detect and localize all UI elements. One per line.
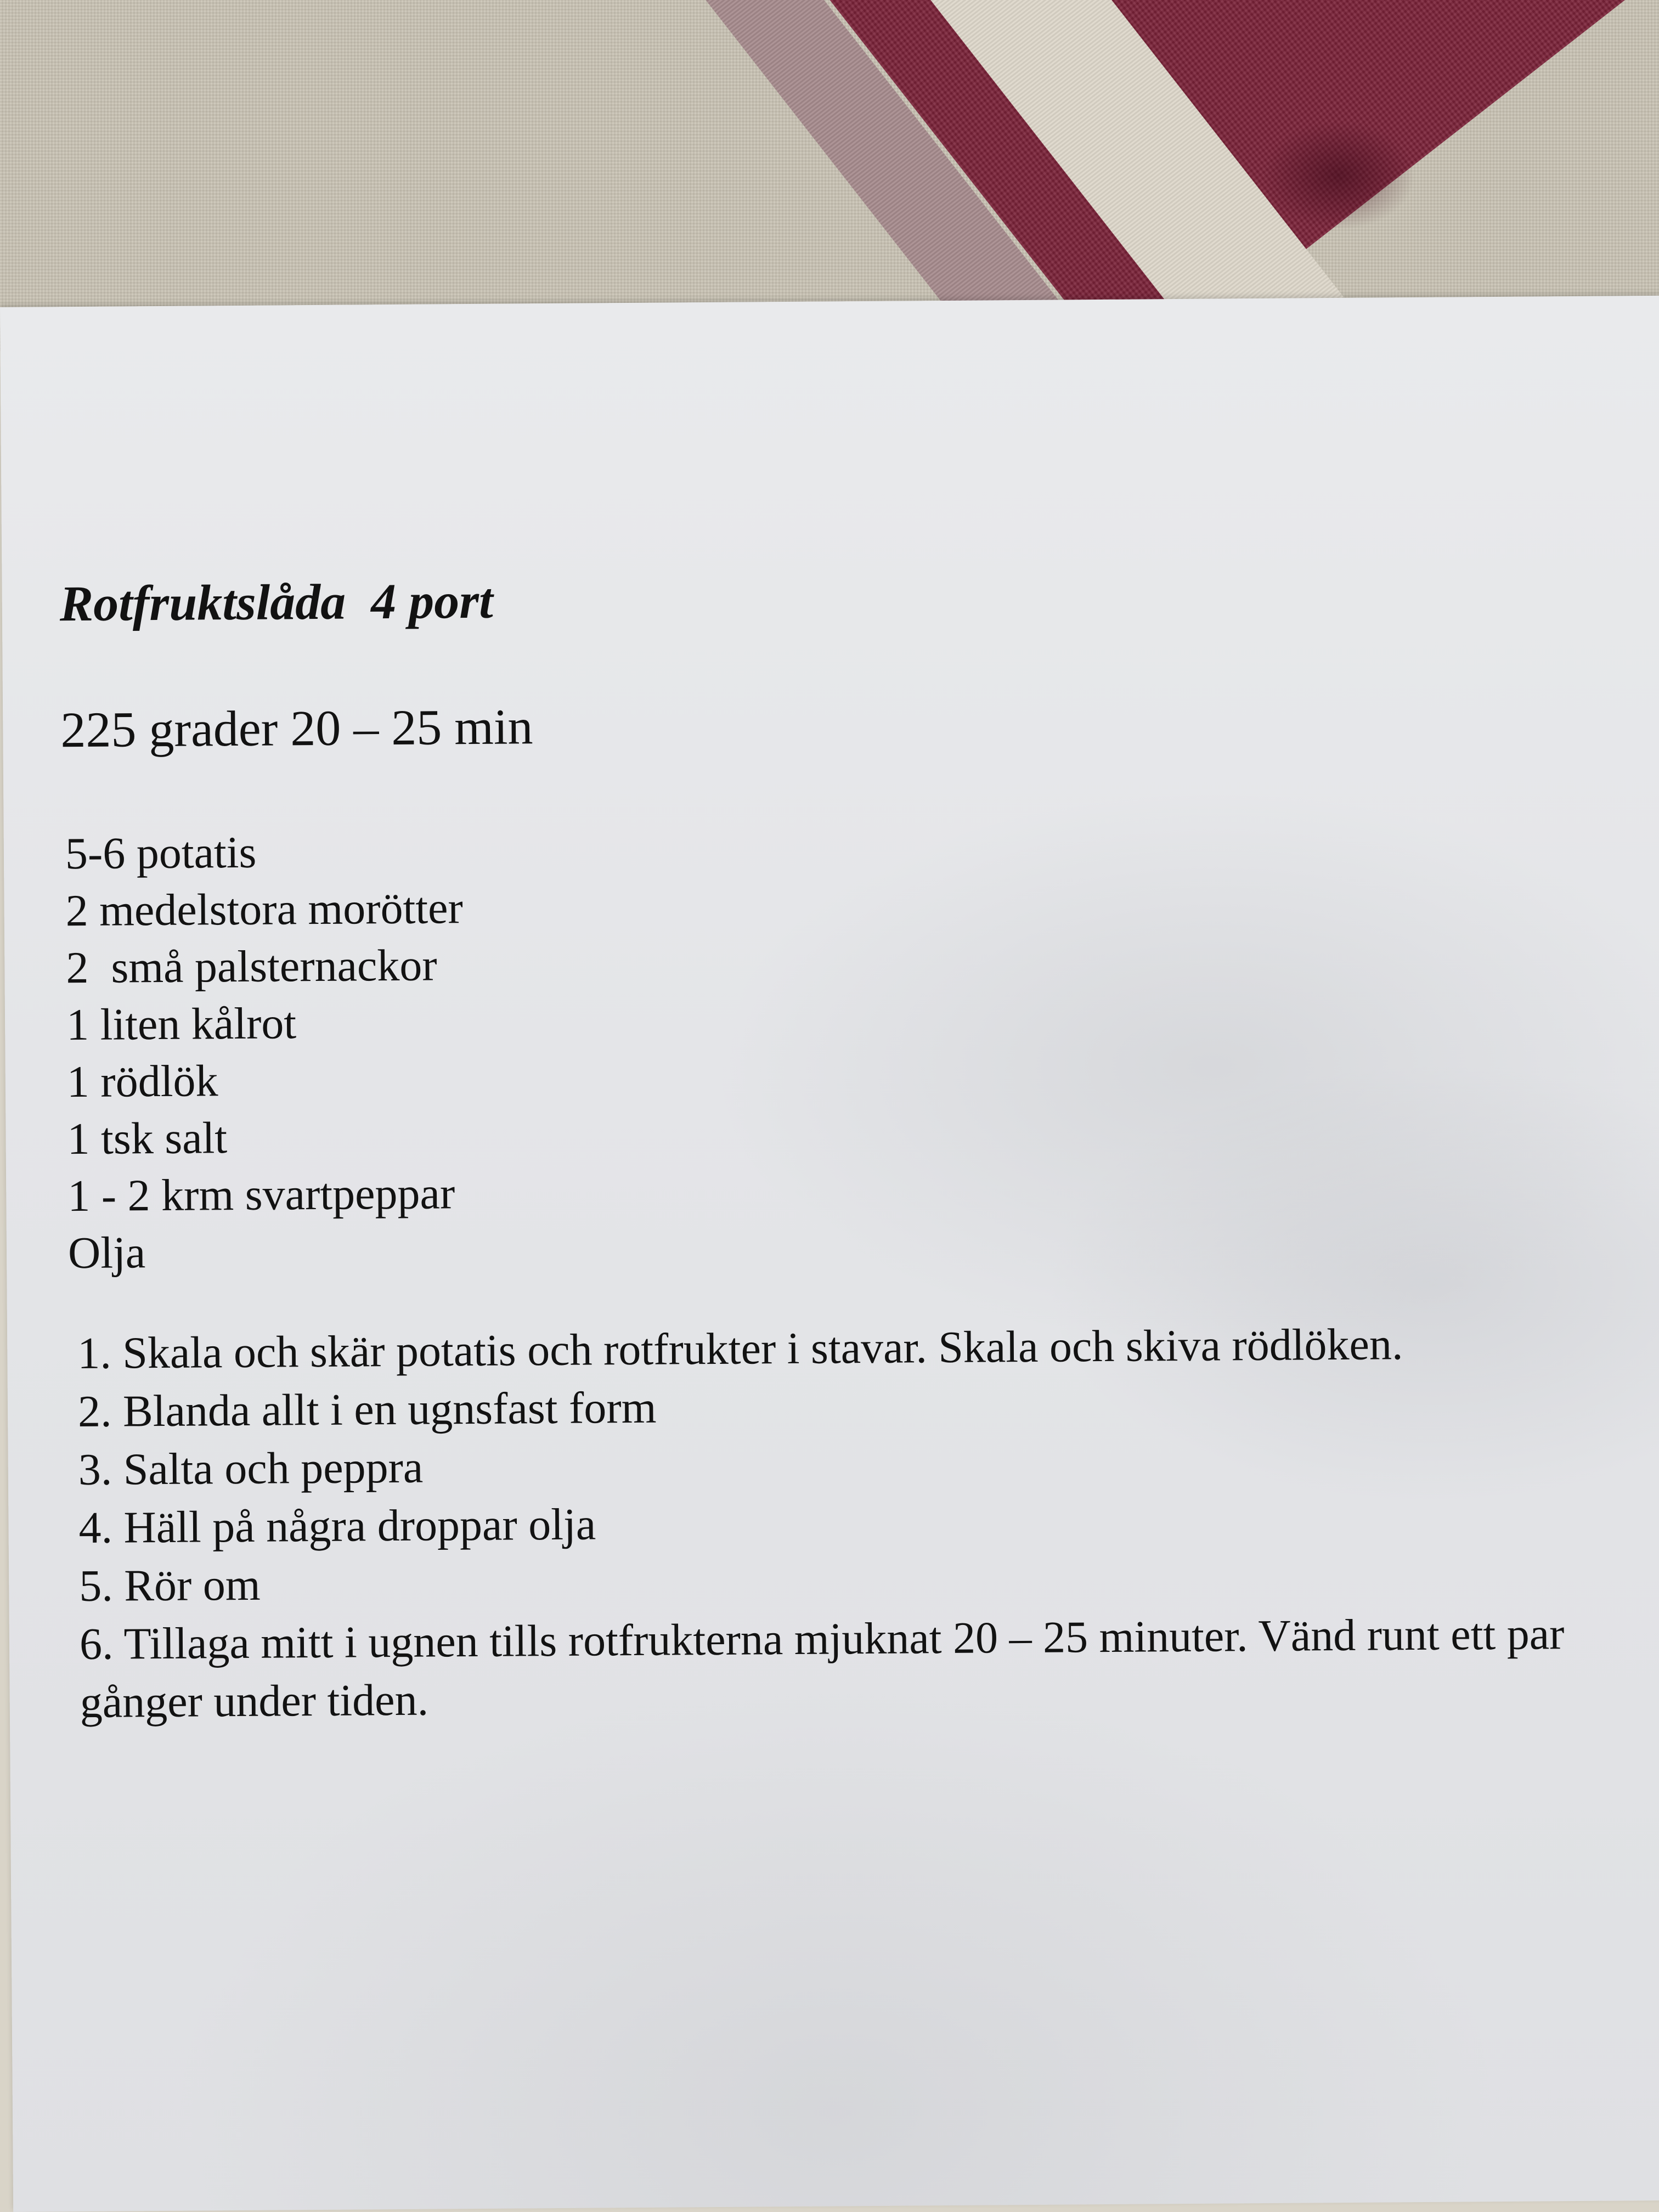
ingredient-list — [65, 822, 466, 1282]
ingredient-item: Olja — [67, 1227, 146, 1278]
ingredient-item: 1 liten kålrot — [66, 998, 297, 1050]
step-item: 5. Rör om — [78, 1559, 261, 1611]
ingredient-item: 1 tsk salt — [67, 1113, 228, 1164]
step-item: 3. Salta och peppra — [78, 1442, 424, 1495]
ingredient-item: 1 rödlök — [66, 1056, 218, 1107]
step-list — [77, 1313, 1659, 1731]
ingredient-item: 2 små palsternackor — [66, 940, 437, 993]
tablecloth-pattern — [1262, 121, 1415, 230]
step-item: 4. Häll på några droppar olja — [78, 1499, 596, 1553]
step-item: 6. Tillaga mitt i ugnen tills rotfrukterna mjuknat 20 – 25 minuter. Vänd runt ett par gånger under tiden. — [79, 1609, 1565, 1728]
ingredient-item: 2 medelstora morötter — [65, 883, 464, 936]
ingredient-item: 5-6 potatis — [65, 827, 257, 879]
recipe-paper — [0, 296, 1659, 2212]
ingredient-item: 1 - 2 krm svartpeppar — [67, 1168, 455, 1221]
step-item: 1. Skala och skär potatis och rotfrukter i stavar. Skala och skiva rödlöken. — [77, 1319, 1403, 1379]
oven-instructions: 225 grader 20 – 25 min — [60, 698, 533, 758]
recipe-title: Rotfruktslåda 4 port — [59, 572, 493, 632]
step-item: 2. Blanda allt i en ugnsfast form — [77, 1382, 657, 1437]
recipe-content — [0, 296, 1659, 2212]
